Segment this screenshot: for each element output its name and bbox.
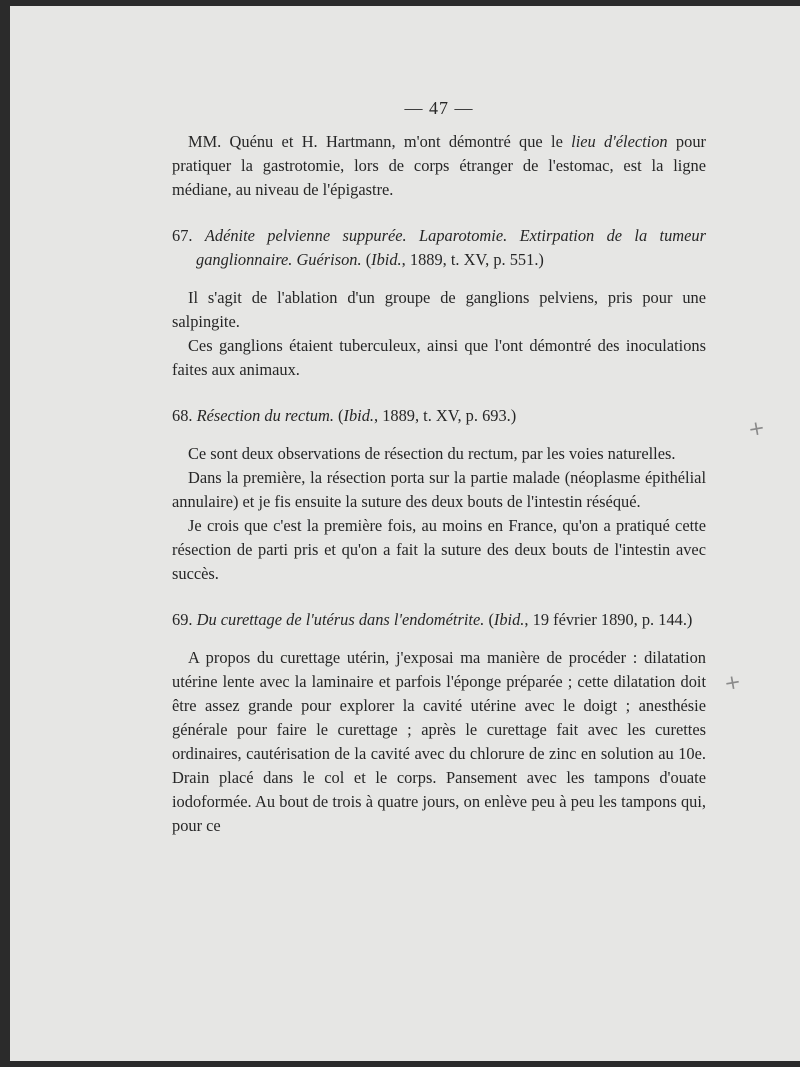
entry-67-paragraph-1: Il s'agit de l'ablation d'un groupe de ganglions pelviens, pris pour une salpingite. — [172, 288, 706, 331]
entry-68-heading — [172, 404, 706, 428]
entry-ref-open: ( — [333, 406, 344, 425]
entry-ref-ibid: Ibid. — [493, 610, 525, 629]
intro-text-end: pour pratiquer la gastrotomie, lors de corps étranger de l'estomac, est la ligne médiane, au niveau de l'épigastre. — [172, 132, 706, 199]
entry-number: 67. — [172, 226, 193, 245]
entry-ref-ibid: Ibid. — [371, 250, 402, 269]
entry-67-heading — [172, 224, 706, 272]
intro-emphasis: lieu d'élection — [571, 132, 668, 151]
entry-68-paragraph-3: Je crois que c'est la première fois, au moins en France, qu'on a pratiqué cette résection de parti pris et qu'on a fait la suture des deux bouts de l'intestin avec succès. — [172, 516, 706, 583]
document-page — [10, 6, 800, 1061]
entry-number: 68. — [172, 406, 193, 425]
entry-68-paragraph-1: Ce sont deux observations de résection du rectum, par les voies naturelles. — [188, 444, 676, 463]
margin-cross-mark-1: + — [746, 414, 767, 442]
entry-ref-open: ( — [484, 610, 494, 629]
entry-67-paragraph-2: Ces ganglions étaient tuberculeux, ainsi que l'ont démontré des inoculations faites aux animaux. — [172, 336, 706, 379]
entry-69-paragraph-1: A propos du curettage utérin, j'exposai ma manière de procéder : dilatation utérine lente avec la laminaire et parfois l'éponge préparée ; cette dilatation doit être assez grande pour explorer la cavité utérine avec le doigt ; anesthésie générale pour faire le curettage ; après le curettage fait avec les curettes ordinaires, cautérisation de la cavité avec du chlorure de zinc en solution au 10e. Drain placé dans le col et le corps. Pansement avec les tampons d'ouate iodoformée. Au bout de trois à quatre jours, on enlève peu à peu les tampons qui, pour ce — [172, 648, 706, 835]
entry-title: Adénite pelvienne suppurée. Laparotomie. Extirpation de la tumeur ganglionnaire. Guérison. — [196, 226, 706, 269]
entry-title: Du curettage de l'utérus dans l'endométrite. — [196, 610, 485, 629]
page-number: — 47 — — [404, 98, 474, 118]
entry-68-paragraph-2: Dans la première, la résection porta sur la partie malade (néoplasme épithélial annulaire) et je fis ensuite la suture des deux bouts de l'intestin réséqué. — [172, 468, 706, 511]
margin-cross-mark-2: + — [722, 668, 743, 696]
entry-ref-rest: , 19 février 1890, p. 144.) — [524, 610, 693, 629]
page-body — [172, 96, 706, 838]
entry-ref-rest: , 1889, t. XV, p. 551.) — [401, 250, 544, 269]
entry-title: Résection du rectum. — [196, 406, 334, 425]
intro-paragraph — [172, 130, 706, 202]
entry-ref-ibid: Ibid. — [343, 406, 374, 425]
intro-text-start: MM. Quénu et H. Hartmann, m'ont démontré que le — [188, 132, 572, 151]
entry-69-heading — [172, 608, 706, 632]
entry-ref-rest: , 1889, t. XV, p. 693.) — [374, 406, 517, 425]
entry-number: 69. — [172, 610, 193, 629]
entry-ref-open: ( — [365, 250, 372, 269]
